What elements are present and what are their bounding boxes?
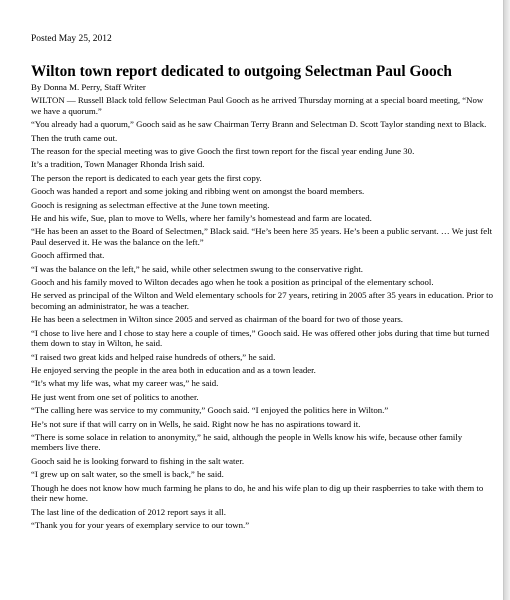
article-paragraph: He’s not sure if that will carry on in Wells, he said. Right now he has no aspirations toward it. xyxy=(31,418,361,429)
article-headline: Wilton town report dedicated to outgoing Selectman Paul Gooch xyxy=(31,63,452,80)
article-paragraph: The person the report is dedicated to each year gets the first copy. xyxy=(31,172,262,183)
article-paragraph: “I grew up on salt water, so the smell is back,” he said. xyxy=(31,469,224,480)
article-paragraph: Gooch was handed a report and some joking and ribbing went on amongst the board members. xyxy=(31,186,365,197)
article-paragraph: The last line of the dedication of 2012 report says it all. xyxy=(31,506,226,517)
article-paragraph: He and his wife, Sue, plan to move to Wells, where her family’s homestead and farm are located. xyxy=(31,213,372,224)
byline: By Donna M. Perry, Staff Writer xyxy=(31,82,146,92)
article-paragraph: He enjoyed serving the people in the area both in education and as a town leader. xyxy=(31,365,316,376)
article-paragraph: WILTON — Russell Black told fellow Selectman Paul Gooch as he arrived Thursday morning at a special board meeting, “Now we have a quorum.” xyxy=(31,95,484,116)
article-paragraph: The reason for the special meeting was to give Gooch the first town report for the fiscal year ending June 30. xyxy=(31,146,415,157)
posted-date: Posted May 25, 2012 xyxy=(31,34,112,44)
article-paragraph: Then the truth came out. xyxy=(31,132,118,143)
page-edge-shadow xyxy=(504,0,510,600)
article-paragraph: He just went from one set of politics to another. xyxy=(31,391,199,402)
article-paragraph: Though he does not know how much farming he plans to do, he and his wife plan to dig up their raspberries to take with them to their new home. xyxy=(31,482,484,504)
article-paragraph: Gooch affirmed that. xyxy=(31,250,105,261)
article-paragraph: “It’s what my life was, what my career was,” he said. xyxy=(31,378,219,389)
article-paragraph: “I raised two great kids and helped raise hundreds of others,” he said. xyxy=(31,351,276,362)
article-paragraph: Gooch and his family moved to Wilton decades ago when he took a position as principal of the elementary school. xyxy=(31,277,434,288)
article-paragraph: Gooch is resigning as selectman effective at the June town meeting. xyxy=(31,199,270,210)
article-paragraph: He served as principal of the Wilton and Weld elementary schools for 27 years, retiring in 2005 after 35 years in education. Prior to becoming an administrator, he was a teacher. xyxy=(31,290,494,311)
article-paragraph: It’s a tradition, Town Manager Rhonda Irish said. xyxy=(31,159,205,170)
article-paragraph: “The calling here was service to my community,” Gooch said. “I enjoyed the politics here in Wilton.” xyxy=(31,405,389,416)
article-paragraph: “He has been an asset to the Board of Selectmen,” Black said. “He’s been here 35 years. He’s been a public servant. … We just felt Paul deserved it. He was the balance on the left.” xyxy=(31,226,493,247)
article-paragraph: “There is some solace in relation to anonymity,” he said, although the people in Wells know his wife, because other family members live there. xyxy=(31,431,463,453)
article-paragraph: Gooch said he is looking forward to fishing in the salt water. xyxy=(31,455,245,466)
article-body xyxy=(31,82,495,533)
article-paragraph: “Thank you for your years of exemplary service to our town.” xyxy=(31,519,250,530)
article-paragraph: He has been a selectmen in Wilton since 2005 and served as chairman of the board for two of those years. xyxy=(31,314,404,325)
article-paragraph: “I was the balance on the left,” he said, while other selectmen swung to the conservative right. xyxy=(31,263,363,274)
article-paragraph: “I chose to live here and I chose to stay here a couple of times,” Gooch said. He was offered other jobs during that time but turned them down to stay in Wilton, he said. xyxy=(31,327,490,349)
article-paragraph: “You already had a quorum,” Gooch said as he saw Chairman Terry Brann and Selectman D. Scott Taylor standing next to Black. xyxy=(31,119,487,130)
